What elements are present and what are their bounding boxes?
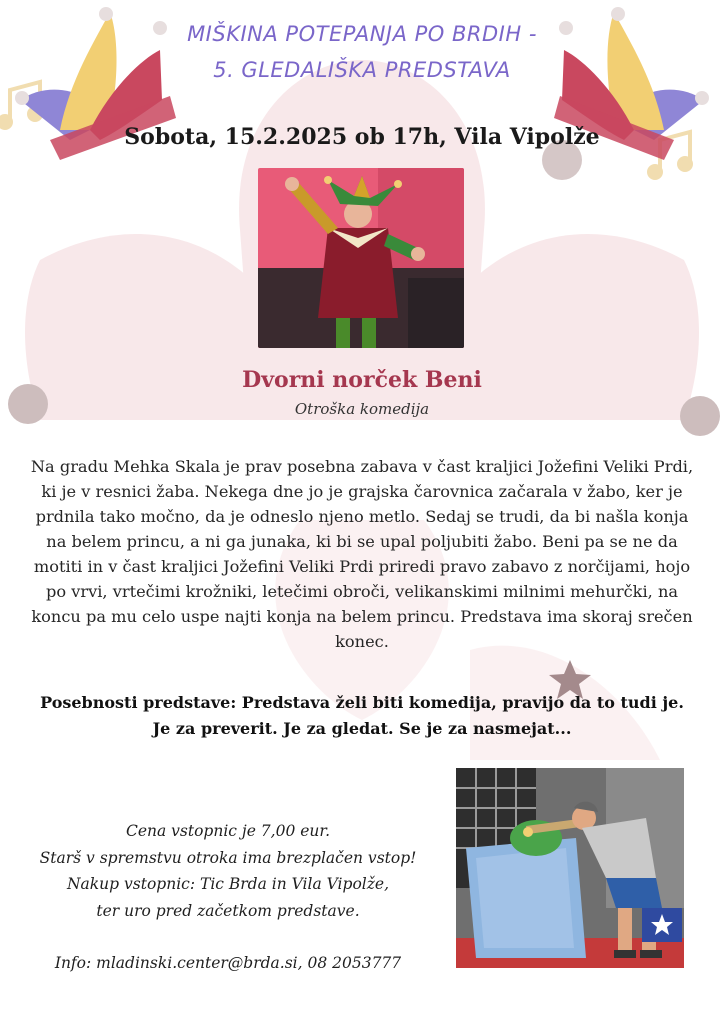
show-description: Na gradu Mehka Skala je prav posebna zabava v čast kraljici Jožefini Veliki Prdi, ki je v resnici žaba. Nekega dne jo je grajska čarovnica začarala v žabo, ker je prdnila tako močno, da je odneslo njeno metlo. Sedaj se trudi, da bi našla konja na belem princu, a ni ga junaka, ki bi se upal poljubiti žabo. Beni pa se ne da motiti in v čast kraljici Jožefini Veliki Prdi priredi pravo zabavo z norčijami, hojo po vrvi, vrtečimi krožniki, letečimi obroči, velikanskimi milnimi mehurčki, na koncu pa mu celo uspe najti konja na belem princu. Predstava ima skoraj srečen konec. — [30, 457, 694, 651]
purchase-info-line2: ter uro pred začetkom predstave. — [96, 901, 360, 920]
parent-free-entry: Starš v spremstvu otroka ima brezplačen vstop! — [39, 848, 417, 867]
contact-info: Info: mladinski.center@brda.si, 08 2053777 — [54, 954, 402, 972]
event-date-place: Sobota, 15.2.2025 ob 17h, Vila Vipolže — [124, 124, 600, 150]
performer-photo — [258, 168, 464, 348]
header-title-line2: 5. GLEDALIŠKA PREDSTAVA — [213, 58, 511, 82]
highlights-line1: Posebnosti predstave: Predstava želi biti komedija, pravijo da to tudi je. — [40, 693, 684, 712]
show-highlights — [18, 690, 706, 742]
ticket-price: Cena vstopnic je 7,00 eur. — [125, 822, 331, 840]
highlights-line2: Je za preverit. Je za gledat. Se je za nasmejat... — [152, 719, 572, 738]
ticket-info — [8, 818, 448, 977]
show-title: Dvorni norček Beni — [242, 367, 482, 393]
header-title-line1: MIŠKINA POTEPANJA PO BRDIH - — [187, 22, 537, 46]
stage-photo — [456, 768, 684, 968]
spacer — [8, 924, 448, 950]
show-genre: Otroška komedija — [294, 400, 430, 418]
purchase-info-line1: Nakup vstopnic: Tic Brda in Vila Vipolže, — [66, 875, 389, 893]
